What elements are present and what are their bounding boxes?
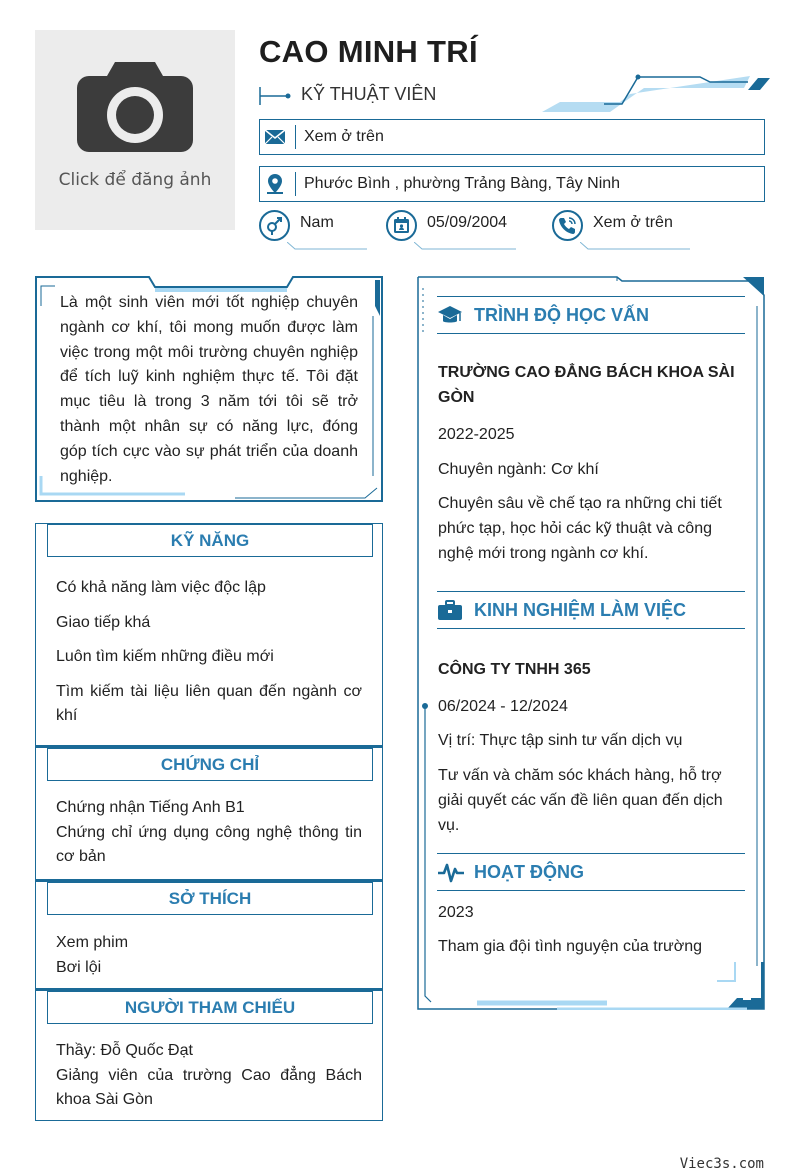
experience-position: Vị trí: Thực tập sinh tư vấn dịch vụ <box>438 732 683 749</box>
separator <box>295 125 296 149</box>
activities-heading <box>437 853 745 891</box>
title-line-decoration <box>259 86 291 106</box>
experience-description: Tư vấn và chăm sóc khách hàng, hỗ trợ giải quyết các vấn đề liên quan đến dịch vụ. <box>438 767 723 834</box>
skill-item: Luôn tìm kiếm những điều mới <box>56 648 274 665</box>
address-row <box>259 166 765 202</box>
hobbies-heading: SỞ THÍCH <box>47 882 373 915</box>
company-name: CÔNG TY TNHH 365 <box>438 661 591 678</box>
education-major: Chuyên ngành: Cơ khí <box>438 461 599 478</box>
skill-item: Tìm kiếm tài liệu liên quan đến ngành cơ khí <box>56 682 362 724</box>
skill-item: Giao tiếp khá <box>56 613 151 631</box>
watermark: Viec3s.com <box>679 1156 764 1172</box>
email-row <box>259 119 765 155</box>
activities-title: HOẠT ĐỘNG <box>474 862 584 882</box>
calendar-icon <box>392 216 411 235</box>
activity-year: 2023 <box>438 904 474 921</box>
skills-list <box>56 576 362 739</box>
certificates-list <box>56 796 362 870</box>
phone-value: Xem ở trên <box>593 214 673 231</box>
underline-decoration <box>287 242 367 250</box>
phone-field <box>552 208 692 252</box>
activity-description: Tham gia đội tình nguyện của trường <box>438 938 703 955</box>
calendar-icon-circle <box>386 210 417 241</box>
photo-placeholder[interactable] <box>35 30 235 230</box>
reference-item: Giảng viên của trường Cao đẳng Bách khoa Sài Gòn <box>56 1066 362 1108</box>
underline-decoration <box>414 242 516 250</box>
gender-value: Nam <box>300 214 334 231</box>
heartbeat-icon <box>437 861 465 885</box>
experience-period: 06/2024 - 12/2024 <box>438 698 568 715</box>
gender-field <box>259 208 369 252</box>
education-period: 2022-2025 <box>438 426 515 443</box>
certificate-item: Chứng nhận Tiếng Anh B1 <box>56 799 245 816</box>
certificates-heading: CHỨNG CHỈ <box>47 748 373 781</box>
underline-decoration <box>580 242 690 250</box>
camera-icon <box>75 58 195 164</box>
hobbies-list <box>56 931 362 980</box>
separator <box>295 172 296 196</box>
skills-heading: KỸ NĂNG <box>47 524 373 557</box>
references-section <box>35 989 383 1121</box>
graduation-cap-icon <box>437 304 463 328</box>
job-title: KỸ THUẬT VIÊN <box>301 84 437 104</box>
header-decoration <box>540 72 770 114</box>
briefcase-icon <box>437 599 463 623</box>
gender-icon-circle <box>259 210 290 241</box>
references-heading: NGƯỜI THAM CHIẾU <box>47 991 373 1024</box>
experience-title: KINH NGHIỆM LÀM VIỆC <box>474 600 687 620</box>
mail-icon <box>264 126 286 148</box>
school-name: TRƯỜNG CAO ĐẲNG BÁCH KHOA SÀI GÒN <box>438 364 735 406</box>
skills-section <box>35 523 383 746</box>
education-description: Chuyên sâu về chế tạo ra những chi tiết phức tạp, học hỏi các kỹ thuật và công nghệ mới trong ngành cơ khí. <box>438 495 722 562</box>
reference-item: Thầy: Đỗ Quốc Đạt <box>56 1042 193 1059</box>
photo-caption: Click để đăng ảnh <box>58 170 212 190</box>
address-value: Phước Bình , phường Trảng Bàng, Tây Ninh <box>304 175 621 192</box>
career-objective: Là một sinh viên mới tốt nghiệp chuyên ngành cơ khí, tôi mong muốn được làm việc trong một môi trường chuyên nghiệp để tích luỹ kinh nghiệm thực tế. Tôi đặt mục tiêu là trong 3 năm tới tôi sẽ trở thành một nhân sự có năng lực, đóng góp tích cực vào sự phát triển của doanh nghiệp. <box>60 294 358 485</box>
location-pin-icon <box>264 173 286 195</box>
education-heading <box>437 296 745 334</box>
candidate-name: CAO MINH TRÍ <box>259 34 478 69</box>
gender-icon <box>265 216 284 235</box>
experience-heading <box>437 591 745 629</box>
dob-field <box>386 208 526 252</box>
hobby-item: Bơi lội <box>56 958 102 976</box>
phone-icon <box>558 216 577 235</box>
dob-value: 05/09/2004 <box>427 214 508 231</box>
email-value: Xem ở trên <box>304 128 384 145</box>
skill-item: Có khả năng làm việc độc lập <box>56 579 266 596</box>
references-list <box>56 1039 362 1113</box>
hobbies-section <box>35 880 383 989</box>
hobby-item: Xem phim <box>56 934 129 951</box>
education-title: TRÌNH ĐỘ HỌC VẤN <box>474 305 649 325</box>
certificates-section <box>35 746 383 880</box>
phone-icon-circle <box>552 210 583 241</box>
certificate-item: Chứng chỉ ứng dụng công nghệ thông tin cơ bản <box>56 823 362 865</box>
